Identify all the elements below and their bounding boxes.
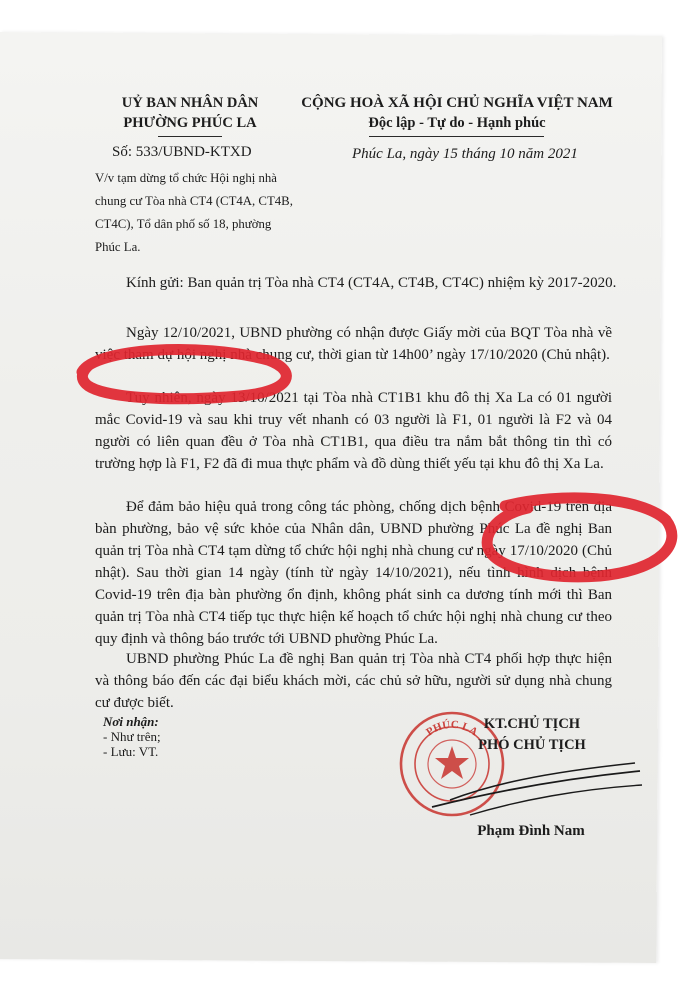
body-paragraph: Ngày 12/10/2021, UBND phường có nhận được Giấy mời của BQT Tòa nhà về việc tham dự hội nghị nhà chung cư, thời gian từ 14h00’ ngày 17/10/2020 (Chủ nhật). (95, 325, 612, 363)
place-date: Phúc La, ngày 15 tháng 10 năm 2021 (352, 146, 578, 162)
subject-summary: V/v tạm dừng tổ chức Hội nghị nhà chung cư Tòa nhà CT4 (CT4A, CT4B, CT4C), Tổ dân phố số 18, phường Phúc La. (95, 171, 293, 254)
recipients-block (103, 714, 223, 759)
signer-name: Phạm Đình Nam (477, 823, 585, 839)
recipients-title: Nơi nhận: (103, 714, 159, 729)
national-motto: Độc lập - Tự do - Hạnh phúc (368, 115, 546, 131)
signer-title-line-1: KT.CHỦ TỊCH (483, 716, 581, 732)
recipient-line: Kính gửi: Ban quản trị Tòa nhà CT4 (CT4A, CT4B, CT4C) nhiệm kỳ 2017-2020. (126, 275, 617, 291)
motto-underline (369, 136, 544, 137)
authority-line-2: PHƯỜNG PHÚC LA (123, 115, 257, 131)
body-paragraph: UBND phường Phúc La đề nghị Ban quản trị Tòa nhà CT4 phối hợp thực hiện và thông báo đến các đại biểu khách mời, các chủ sở hữu, người sử dụng nhà chung cư được biết. (95, 651, 612, 711)
body-paragraph: Để đảm bảo hiệu quả trong công tác phòng, chống dịch bệnh Covid-19 trên địa bàn phường, bảo vệ sức khỏe của Nhân dân, UBND phường Phúc La đề nghị Ban quản trị Tòa nhà CT4 tạm dừng tổ chức hội nghị nhà chung cư ngày 17/10/2020 (Chủ nhật). Sau thời gian 14 ngày (tính từ ngày 14/10/2021), nếu tình hình dịch bệnh Covid-19 trên địa bàn phường ổn định, không phát sinh ca dương tính mới thì Ban quản trị Tòa nhà CT4 tiếp tục thực hiện kế hoạch tổ chức hội nghị nhà chung cư theo quy định và thông báo trước tới UBND phường Phúc La. (95, 499, 612, 647)
recipients-item: - Như trên; (103, 729, 161, 744)
national-name: CỘNG HOÀ XÃ HỘI CHỦ NGHĨA VIỆT NAM (301, 95, 613, 111)
authority-line-1: UỶ BAN NHÂN DÂN (121, 95, 259, 111)
seal-text: PHÚC LA (424, 718, 480, 739)
signer-title-line-2: PHÓ CHỦ TỊCH (478, 737, 586, 753)
national-title (292, 93, 622, 133)
body-paragraph: Tuy nhiên, ngày 13/10/2021 tại Tòa nhà CT1B1 khu đô thị Xa La có 01 người mắc Covid-19 và sau khi truy vết nhanh có 03 người là F1, 01 người là F2 và 04 người có liên quan đều ở Tòa nhà CT1B1, qua điều tra nắm bắt thông tin thì có trường hợp là F1, F2 đã đi mua thực phẩm và đồ dùng thiết yếu tại khu đô thị Xa La. (95, 390, 612, 472)
issuing-authority (110, 93, 270, 133)
handwritten-signature (430, 745, 645, 825)
document-number: Số: 533/UBND-KTXD (112, 144, 252, 160)
authority-underline (158, 136, 222, 137)
recipients-item: - Lưu: VT. (103, 744, 159, 759)
